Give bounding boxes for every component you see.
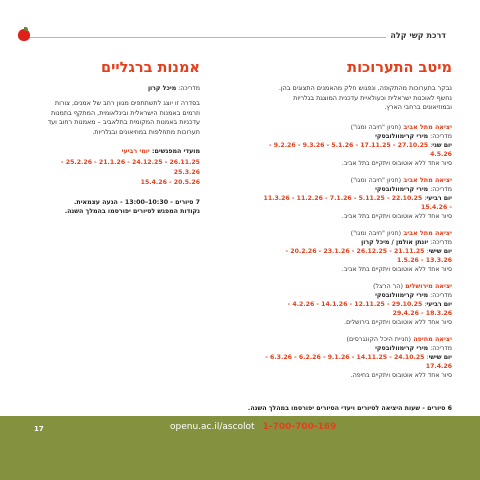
trip-note: סיור אחד ללא אוטובוס ויתקיים בתל אביב.: [341, 212, 452, 220]
site-link[interactable]: openu.ac.il/ascolot: [170, 422, 255, 432]
phone-number[interactable]: 1-700-700-169: [262, 422, 337, 432]
exhibitions-column: [262, 60, 452, 388]
apple-leaf-icon: [24, 27, 28, 31]
art-walk-column: [40, 60, 200, 216]
trip-guide: מדריכה: מירי קרימוולובסקי: [375, 132, 452, 140]
trip-note: סיור אחד ללא אוטובוס ויתקיים בחיפה.: [350, 371, 452, 379]
trip-guide: מדריכה: מירי קרימוולובסקי: [375, 185, 452, 193]
page-number: 17: [34, 425, 44, 433]
trip-note: סיור אחד ללא אוטובוס ויתקיים בתל אביב.: [341, 265, 452, 273]
footer-contact: [170, 422, 336, 432]
trip-guide: מדריכה: מירי קרימוולובסקי: [375, 291, 452, 299]
trip-note: סיור אחד ללא אוטובוס ויתקיים בתל אביב.: [341, 159, 452, 167]
section-guide: מדריכה: מיכל קרון: [147, 85, 200, 92]
trip-dates: יום שישי: 24.10.25 - 14.11.25 - 9.1.26 - 6.2.26 - 6.3.26 - 17.4.26: [265, 353, 452, 370]
apple-icon: [18, 29, 30, 41]
trip-block: [262, 229, 452, 274]
meetings-label: מועדי המפגשים: יומי רביעי: [121, 148, 200, 155]
section-intro: בסדרה זו יוצג לתשתתפים מגוון רחב של אמנים, צורות וזרמים באמנות הישראלית ובינלאומית, המתקף בתמנות עדכניות באמנות המקומית בתלאביב – מאמנות רחוב ועד תערוכות מתחלפות במוזיאונים ובגלריות.: [47, 99, 200, 136]
section-title: מיטב התערוכות: [347, 60, 452, 76]
footer-bar: [0, 416, 480, 480]
section-title: אמנות ברגליים: [100, 60, 200, 76]
trip-block: [262, 282, 452, 327]
trip-dates: יום שני: 27.10.25 - 17.11.25 - 5.1.26 - 9.3.26 - 9.2.26 - 4.5.26: [269, 141, 452, 158]
trip-guide: מדריכה: מירי קרימוולובסקי: [375, 344, 452, 352]
section-intro: נבקר בתערוכות מהתקופה, ונפגוש חלק מהאמנים התצוגים בהן. נחשף לאוכנות ישראלית וכעולאיית עדכנית המוצגת בגלריות ובמוזיאונים ברחבי הארץ.: [278, 84, 452, 111]
meeting-dates: 26.11.25 - 24.12.25 - 21.1.26 - 25.2.26 - 25.3.26 20.5.26 - 15.4.26: [61, 159, 200, 186]
trip-title: יציאה מתל אביב (חניון "חיבה ומגו"): [350, 122, 452, 131]
trip-dates: יום רביעי: 22.10.25 - 5.11.25 - 7.1.26 - 11.2.26 - 11.3.26 - 15.4.26: [263, 194, 452, 211]
hours-note: 7 סיורים - 10:30–13:00 - הגעה עצמאית.: [74, 199, 200, 206]
trip-title: יציאה מתל אביב (חניון "חיבה ומגו"): [350, 175, 452, 184]
header-rule: [22, 37, 445, 38]
trip-dates: יום רביעי: 29.10.25 - 12.11.25 - 14.1.26 - 4.2.26 - 18.3.26 - 29.4.26: [287, 300, 452, 317]
trip-guide: מדריכה: יונתן אולמן / מיכל קרון: [361, 238, 452, 246]
place-note: נקודות המפגש לסיורים יפורסמו בהמלך השנה.: [64, 208, 200, 215]
trip-block: [262, 176, 452, 221]
trip-block: [262, 123, 452, 168]
header-title: דרכת קשי קלה: [386, 31, 450, 40]
trip-note: סיור אחד ללא אוטובוס ויתקיים בירושלים.: [344, 318, 452, 326]
trip-block: [262, 335, 452, 380]
trip-title: יציאה מירושלים (הר הרצל): [372, 281, 452, 290]
trip-title: יציאה מחיפה (חניית היכל הקונגרסים): [346, 334, 452, 343]
page-header: [0, 30, 480, 44]
bottom-note: 6 סיורים - שעות היציאה לסיורים ויעדי הסיורים יפורסמו במהלך השנה.: [247, 405, 452, 412]
trip-dates: יום שישי: 21.11.25 - 26.12.25 - 23.1.26 - 20.2.26 - 13.3.26 - 1.5.26: [285, 247, 452, 264]
trip-title: יציאה מתל אביב (חניון "חיבה ומגו"): [350, 228, 452, 237]
